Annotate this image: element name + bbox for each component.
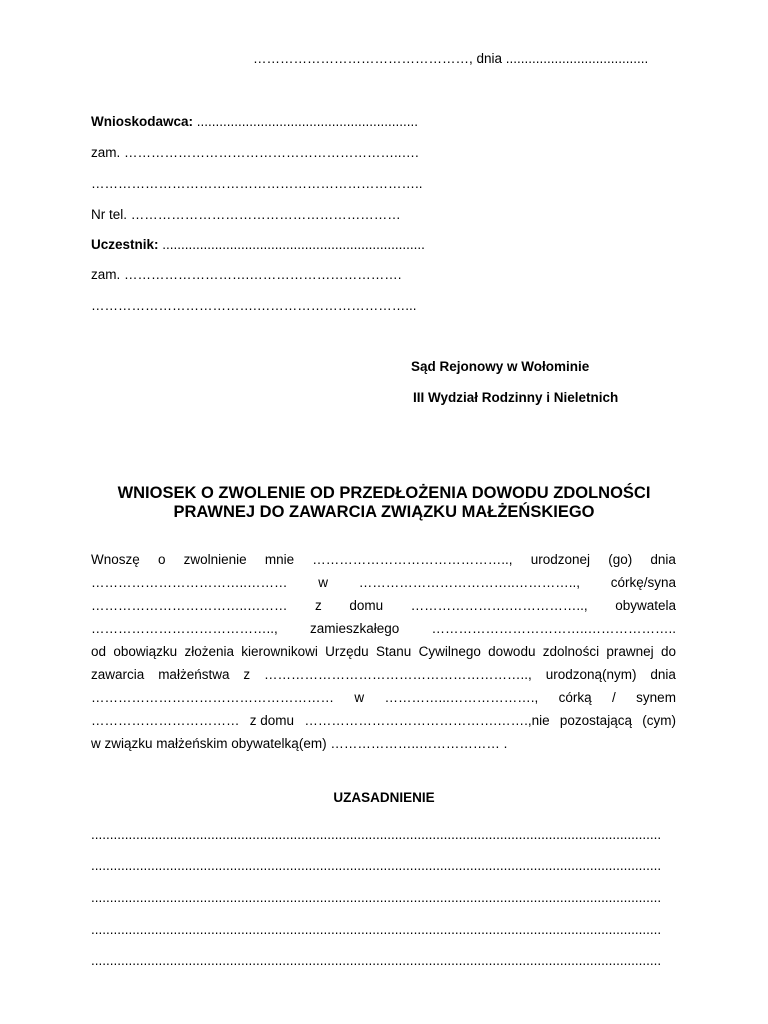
applicant-name-dots: ........................................................... — [193, 114, 419, 129]
justification-line: ........................................................................................................................................................ — [91, 827, 662, 842]
fill-in-dots: ……………………………..……………….. — [431, 621, 676, 636]
justification-line: ........................................................................................................................................................ — [91, 890, 662, 905]
word: kierownikowi — [241, 644, 318, 659]
word: dowodu — [488, 644, 536, 659]
document-title-line-2: PRAWNEJ DO ZAWARCIA ZWIĄZKU MAŁŻEŃSKIEGO — [173, 503, 595, 521]
word: z — [243, 667, 251, 682]
word: Stanu — [375, 644, 412, 659]
court-department: III Wydział Rodzinny i Nieletnich — [413, 390, 619, 405]
fill-in-dots: ………………….…………….., — [410, 598, 588, 613]
justification-line: ........................................................................................................................................................ — [91, 953, 662, 968]
participant-name-dots: ...................................................................... — [158, 237, 425, 252]
court-name: Sąd Rejonowy w Wołominie — [411, 359, 590, 374]
fill-in-dots: ……………………………..……… — [91, 575, 288, 590]
fill-in-dots: ……………………………………………… — [91, 690, 334, 705]
justification-line: ........................................................................................................................................................ — [91, 922, 662, 937]
word: obowiązku — [113, 644, 178, 659]
word: Urzędu — [325, 644, 369, 659]
word: zdolności — [542, 644, 600, 659]
paragraph-line — [91, 709, 676, 732]
participant-label: Uczestnik: — [91, 237, 159, 252]
request-paragraph — [91, 548, 676, 755]
word: od — [91, 644, 107, 659]
fill-in-dots: …………………………………….., — [312, 552, 513, 567]
word: zwolnienie — [183, 552, 247, 567]
word: córkę/syna — [610, 575, 676, 590]
participant-address-line-1: zam. ……………………….……………………………. — [91, 267, 402, 282]
word: pozostającą — [559, 713, 632, 728]
paragraph-last-line: w związku małżeńskim obywatelką(em) ………………..……………… . — [91, 736, 508, 751]
word: prawnej — [606, 644, 654, 659]
justification-heading: UZASADNIENIE — [333, 790, 435, 805]
word: z domu — [249, 713, 295, 728]
word: z — [315, 598, 322, 613]
word: córką — [558, 690, 592, 705]
word: Cywilnego — [418, 644, 481, 659]
fill-in-dots: ……………………………..………….., — [358, 575, 580, 590]
participant-name-line — [91, 237, 425, 253]
paragraph-line — [91, 663, 676, 686]
paragraph-line — [91, 617, 676, 640]
place-date-line: …………………………………………, dnia ...................................... — [253, 51, 649, 66]
word: mnie — [264, 552, 295, 567]
word: synem — [636, 690, 676, 705]
fill-in-dots: ………………………………………………….., — [264, 667, 532, 682]
paragraph-line — [91, 686, 676, 709]
word: złożenia — [184, 644, 234, 659]
fill-in-dots: ………………………………….., — [91, 621, 278, 636]
word: o — [157, 552, 166, 567]
word: / — [612, 690, 616, 705]
word: dnia — [650, 667, 676, 682]
word: urodzoną(nym) — [545, 667, 637, 682]
paragraph-line — [91, 594, 676, 617]
word: do — [660, 644, 676, 659]
document-title-line-1: WNIOSEK O ZWOLENIE OD PRZEDŁOŻENIA DOWODU ZDOLNOŚCI — [117, 484, 651, 502]
word: zawarcia — [91, 667, 145, 682]
paragraph-line — [91, 571, 676, 594]
word: domu — [349, 598, 384, 613]
paragraph-line — [91, 548, 676, 571]
applicant-phone-line: Nr tel. …………………………………………………… — [91, 207, 401, 222]
applicant-label: Wnioskodawca: — [91, 114, 194, 129]
fill-in-dots: …………...………………., — [384, 690, 539, 705]
paragraph-line — [91, 640, 676, 663]
applicant-address-line-1: zam. ……………………………………………………..…. — [91, 145, 419, 160]
word: małżeństwa — [158, 667, 230, 682]
applicant-name-line — [91, 114, 418, 130]
fill-in-dots: …………………………………….…….,nie — [304, 713, 550, 728]
fill-in-dots: …………………………… — [91, 713, 240, 728]
word: obywatela — [615, 598, 676, 613]
word: w — [318, 575, 328, 590]
word: dnia — [650, 552, 676, 567]
word: urodzonej — [530, 552, 591, 567]
applicant-address-line-2: ……………………………………………………………….. — [91, 176, 423, 191]
participant-address-line-2: ……………………………….……………………………... — [91, 298, 417, 313]
word: Wnoszę — [91, 552, 140, 567]
word: zamieszkałego — [309, 621, 400, 636]
word: (go) — [608, 552, 633, 567]
word: (cym) — [642, 713, 676, 728]
justification-line: ........................................................................................................................................................ — [91, 858, 662, 873]
fill-in-dots: ……………………………..……… — [91, 598, 288, 613]
word: w — [354, 690, 365, 705]
